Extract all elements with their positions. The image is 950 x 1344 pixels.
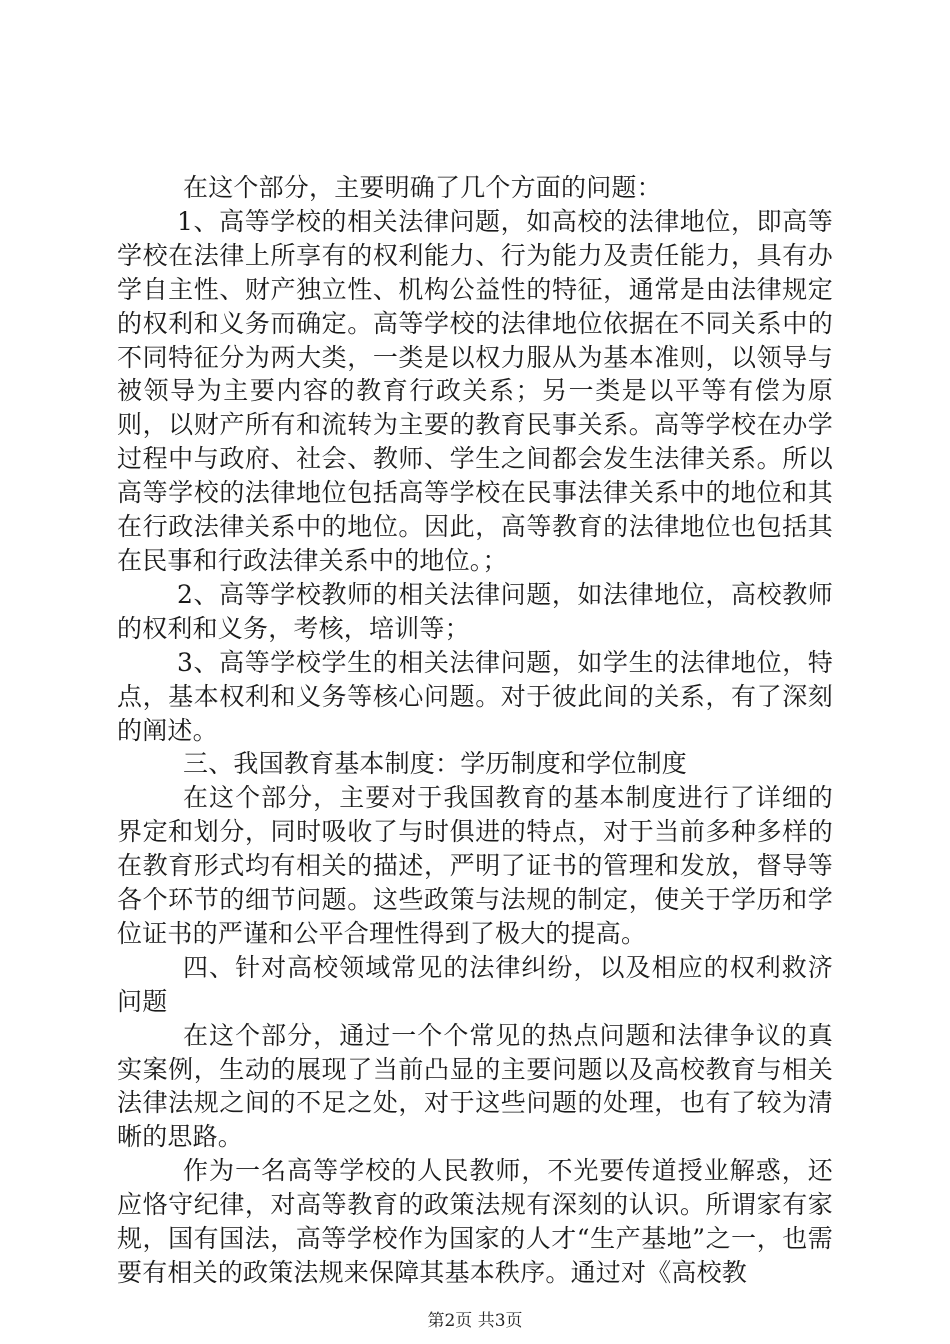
document-body [117, 171, 833, 1290]
paragraph-item-1: 1、高等学校的相关法律问题，如高校的法律地位，即高等学校在法律上所享有的权利能力、行为能力及责任能力，具有办学自主性、财产独立性、机构公益性的特征，通常是由法律规定的权利和义务而确定。高等学校的法律地位依据在不同关系中的不同特征分为两大类，一类是以权力服从为基本准则，以领导与被领导为主要内容的教育行政关系；另一类是以平等有偿为原则，以财产所有和流转为主要的教育民事关系。高等学校在办学过程中与政府、社会、教师、学生之间都会发生法律关系。所以高等学校的法律地位包括高等学校在民事法律关系中的地位和其在行政法律关系中的地位。因此，高等教育的法律地位也包括其在民事和行政法律关系中的地位。； [117, 206, 833, 575]
paragraph-section-3: 在这个部分，主要对于我国教育的基本制度进行了详细的界定和划分，同时吸收了与时俱进的特点，对于当前多种多样的在教育形式均有相关的描述，严明了证书的管理和发放，督导等各个环节的细节问题。这些政策与法规的制定，使关于学历和学位证书的严谨和公平合理性得到了极大的提高。 [117, 783, 833, 948]
paragraph-conclusion: 作为一名高等学校的人民教师，不光要传道授业解惑，还应恪守纪律，对高等教育的政策法规有深刻的认识。所谓家有家规，国有国法，高等学校作为国家的人才“生产基地”之一，也需要有相关的政策法规来保障其基本秩序。通过对《高校教 [117, 1156, 833, 1287]
page-number: 第2页 共3页 [427, 1311, 523, 1331]
section-heading-4: 四、针对高校领域常见的法律纠纷，以及相应的权利救济问题 [117, 952, 833, 1016]
paragraph-section-4: 在这个部分，通过一个个常见的热点问题和法律争议的真实案例，生动的展现了当前凸显的主要问题以及高校教育与相关法律法规之间的不足之处，对于这些问题的处理，也有了较为清晰的思路。 [117, 1020, 833, 1152]
paragraph-intro: 在这个部分，主要明确了几个方面的问题： [183, 173, 662, 202]
section-heading-3: 三、我国教育基本制度：学历制度和学位制度 [183, 749, 688, 779]
paragraph-item-3: 3、高等学校学生的相关法律问题，如学生的法律地位，特点，基本权利和义务等核心问题。对于彼此间的关系，有了深刻的阐述。 [117, 647, 833, 745]
paragraph-item-2: 2、高等学校教师的相关法律问题，如法律地位，高校教师的权利和义务，考核，培训等； [117, 579, 833, 643]
